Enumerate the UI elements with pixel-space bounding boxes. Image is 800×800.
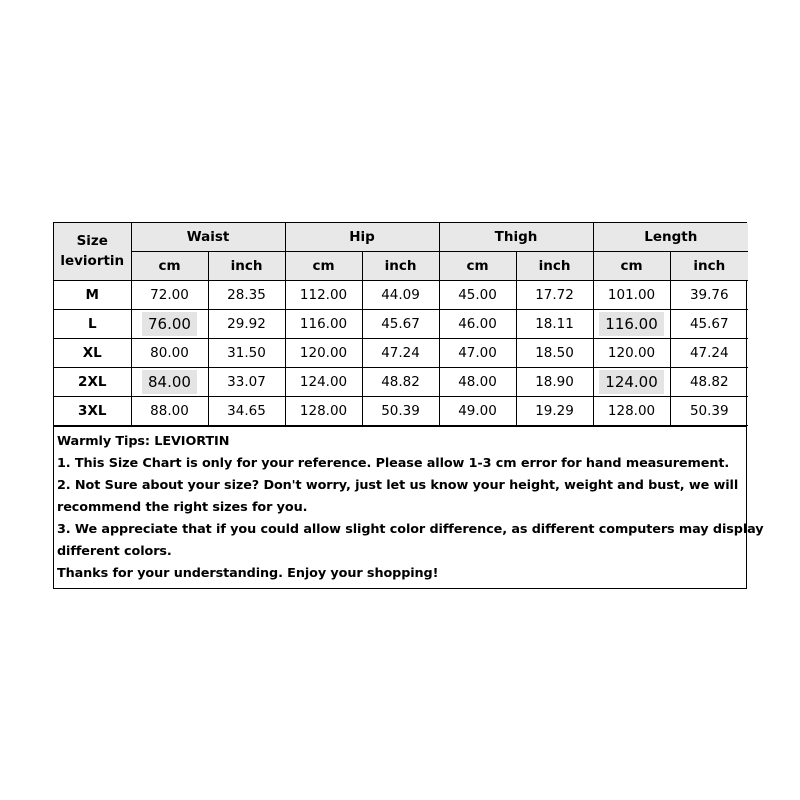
tips-title: Warmly Tips: LEVIORTIN (57, 433, 230, 449)
unit-header: inch (516, 251, 593, 280)
table-cell: 46.00 (439, 309, 516, 338)
table-cell: 39.76 (670, 280, 748, 309)
size-table (54, 223, 748, 426)
table-row (54, 309, 748, 338)
tips-closing: Thanks for your understanding. Enjoy your shopping! (57, 565, 439, 581)
table-cell: 116.00 (285, 309, 362, 338)
table-cell: 19.29 (516, 396, 593, 425)
unit-header-row (54, 251, 748, 280)
size-cell: XL (54, 338, 131, 367)
table-cell: 101.00 (593, 280, 670, 309)
table-cell: 29.92 (208, 309, 285, 338)
table-cell: 72.00 (131, 280, 208, 309)
size-column-header (54, 223, 131, 280)
table-row (54, 280, 748, 309)
highlighted-value: 124.00 (599, 370, 664, 394)
table-cell: 48.82 (362, 367, 439, 396)
table-cell: 80.00 (131, 338, 208, 367)
tips-line: 3. We appreciate that if you could allow slight color difference, as different computers may display (57, 521, 764, 537)
size-cell: M (54, 280, 131, 309)
tips-line: recommend the right sizes for you. (57, 499, 308, 515)
table-cell: 31.50 (208, 338, 285, 367)
table-cell: 124.00 (285, 367, 362, 396)
table-cell: 48.00 (439, 367, 516, 396)
tips-line: different colors. (57, 543, 172, 559)
table-cell: 44.09 (362, 280, 439, 309)
table-cell: 88.00 (131, 396, 208, 425)
table-cell: 50.39 (362, 396, 439, 425)
group-header-hip: Hip (285, 223, 439, 251)
tips-line: 2. Not Sure about your size? Don't worry, just let us know your height, weight and bust, we will (57, 477, 739, 493)
table-cell: 34.65 (208, 396, 285, 425)
unit-header: inch (670, 251, 748, 280)
highlighted-value: 116.00 (599, 312, 664, 336)
table-cell (131, 367, 208, 396)
highlighted-value: 76.00 (142, 312, 197, 336)
table-cell: 45.00 (439, 280, 516, 309)
table-cell: 112.00 (285, 280, 362, 309)
size-header-line2: leviortin (60, 253, 125, 270)
tips-section (54, 426, 764, 588)
table-cell: 28.35 (208, 280, 285, 309)
table-cell: 47.00 (439, 338, 516, 367)
table-cell: 48.82 (670, 367, 748, 396)
table-header-row (54, 223, 748, 251)
table-cell: 120.00 (593, 338, 670, 367)
unit-header: cm (131, 251, 208, 280)
tips-line: 1. This Size Chart is only for your reference. Please allow 1-3 cm error for hand measurement. (57, 455, 730, 471)
table-cell: 49.00 (439, 396, 516, 425)
table-cell (593, 309, 670, 338)
group-header-length: Length (593, 223, 748, 251)
table-cell: 47.24 (362, 338, 439, 367)
size-header-line1: Size (76, 233, 108, 250)
table-cell: 17.72 (516, 280, 593, 309)
table-cell: 45.67 (670, 309, 748, 338)
unit-header: inch (208, 251, 285, 280)
size-chart (53, 222, 764, 589)
table-cell: 50.39 (670, 396, 748, 425)
unit-header: cm (285, 251, 362, 280)
table-cell (593, 367, 670, 396)
table-row (54, 396, 748, 425)
table-cell: 18.11 (516, 309, 593, 338)
table-row (54, 338, 748, 367)
table-cell: 18.50 (516, 338, 593, 367)
table-cell: 33.07 (208, 367, 285, 396)
unit-header: inch (362, 251, 439, 280)
unit-header: cm (439, 251, 516, 280)
table-cell: 47.24 (670, 338, 748, 367)
table-cell: 120.00 (285, 338, 362, 367)
group-header-waist: Waist (131, 223, 285, 251)
unit-header: cm (593, 251, 670, 280)
group-header-thigh: Thigh (439, 223, 593, 251)
size-cell: 2XL (54, 367, 131, 396)
table-row (54, 367, 748, 396)
table-cell (131, 309, 208, 338)
highlighted-value: 84.00 (142, 370, 197, 394)
table-cell: 128.00 (593, 396, 670, 425)
table-cell: 18.90 (516, 367, 593, 396)
table-cell: 128.00 (285, 396, 362, 425)
size-cell: 3XL (54, 396, 131, 425)
table-cell: 45.67 (362, 309, 439, 338)
size-cell: L (54, 309, 131, 338)
